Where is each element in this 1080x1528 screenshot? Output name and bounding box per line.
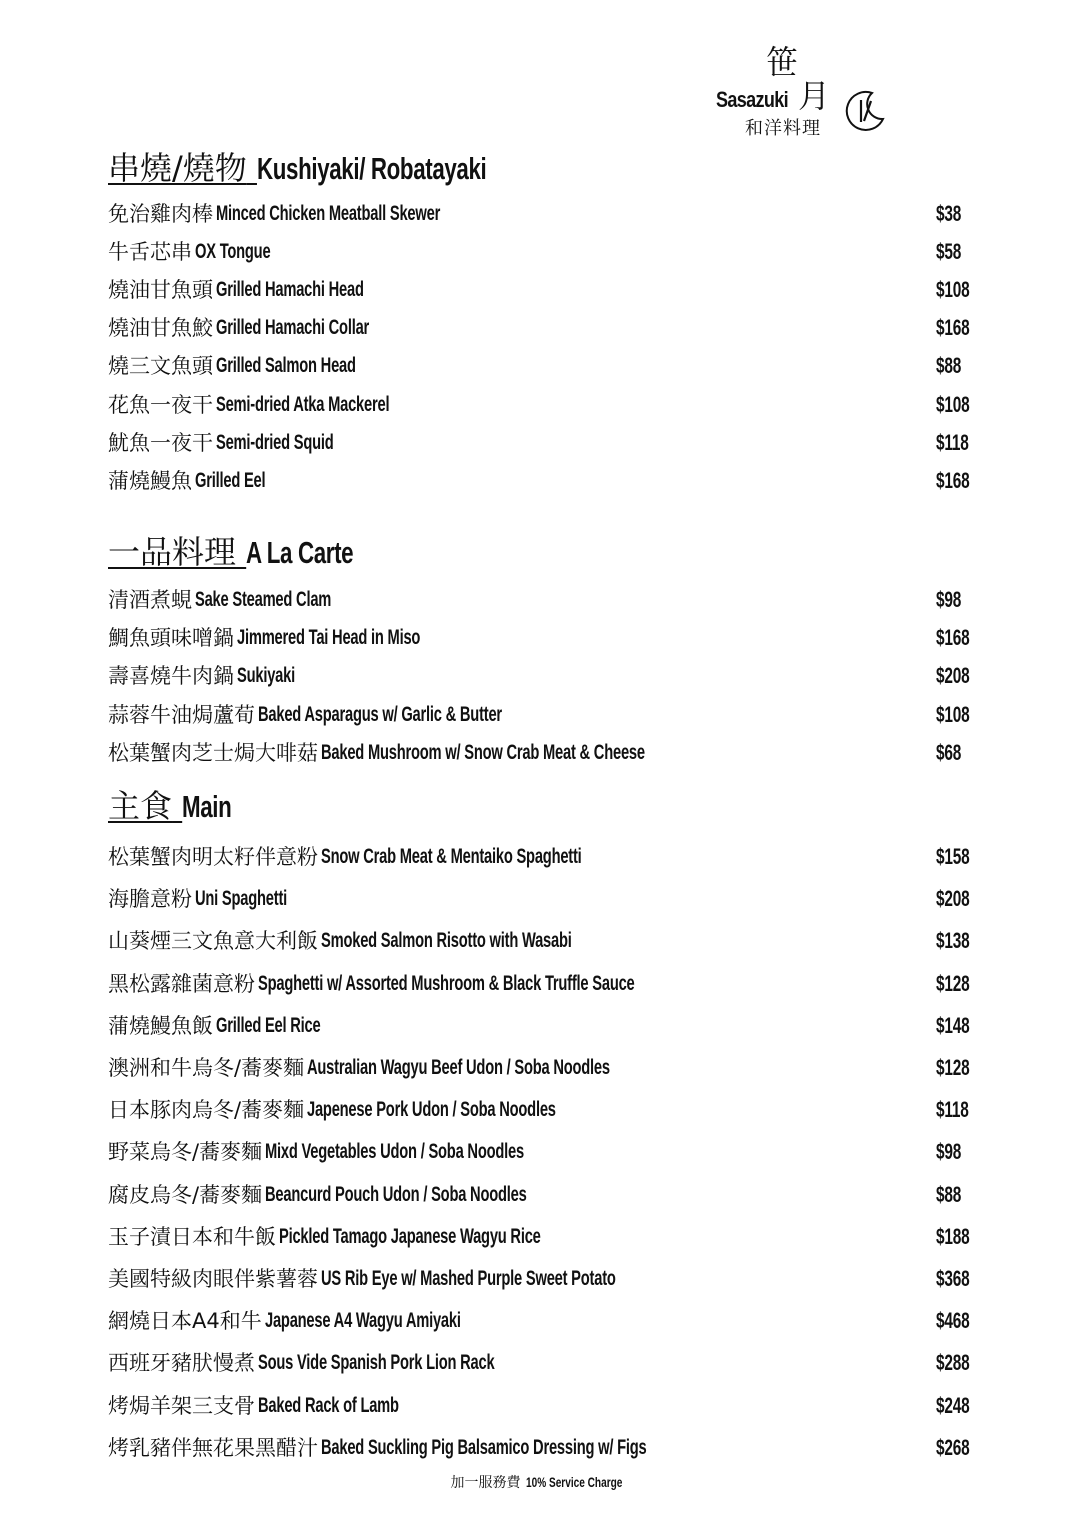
- menu-item: [108, 736, 978, 770]
- menu-item-name-en: Jimmered Tai Head in Miso: [237, 626, 421, 649]
- menu-item-name-zh: 玉子漬日本和牛飯: [108, 1225, 276, 1249]
- menu-item-name-en: Pickled Tamago Japanese Wagyu Rice: [279, 1225, 541, 1248]
- section-title-kushiyaki: 串燒/燒物 Kushiyaki/ Robatayaki: [108, 149, 487, 187]
- menu-item-name-zh: 松葉蟹肉明太籽伴意粉: [108, 845, 318, 869]
- menu-item-name-en: Baked Rack of Lamb: [258, 1394, 399, 1417]
- section-title-main: 主食 Main: [108, 787, 232, 825]
- menu-item-name-en: Sake Steamed Clam: [195, 588, 332, 611]
- menu-item-price: $128: [936, 1055, 970, 1080]
- menu-item-name-zh: 黑松露雜菌意粉: [108, 972, 255, 996]
- menu-item-name-en: Australian Wagyu Beef Udon / Soba Noodles: [307, 1056, 610, 1079]
- menu-item: [108, 235, 978, 269]
- menu-item: [108, 621, 978, 655]
- menu-item: [108, 1009, 978, 1043]
- menu-item-name-zh: 免治雞肉棒: [108, 202, 213, 226]
- menu-item-name-zh: 野菜烏冬/蕎麥麵: [108, 1140, 263, 1164]
- menu-item-name-zh: 美國特級肉眼伴紫薯蓉: [108, 1267, 318, 1291]
- menu-item: [108, 583, 978, 617]
- menu-item-name-en: Sukiyaki: [237, 664, 295, 687]
- menu-item: [108, 464, 978, 498]
- menu-item-price: $468: [936, 1308, 970, 1333]
- menu-item-price: $168: [936, 468, 970, 493]
- menu-item-price: $168: [936, 625, 970, 650]
- menu-item-name-zh: 魷魚一夜干: [108, 431, 213, 455]
- menu-item-name-zh: 腐皮烏冬/蕎麥麵: [108, 1183, 263, 1207]
- menu-item: [108, 311, 978, 345]
- menu-item: [108, 1178, 978, 1212]
- menu-item-name-en: Grilled Hamachi Collar: [216, 316, 370, 339]
- menu-item-price: $68: [936, 740, 962, 765]
- menu-item-name-zh: 西班牙豬肰慢煮: [108, 1351, 255, 1375]
- menu-item-name-en: Grilled Eel: [195, 469, 266, 492]
- menu-item: [108, 698, 978, 732]
- menu-item-name-zh: 燒油甘魚頭: [108, 278, 213, 302]
- menu-item-name-en: Japenese Pork Udon / Soba Noodles: [307, 1098, 556, 1121]
- menu-item-name-en: Japanese A4 Wagyu Amiyaki: [264, 1309, 461, 1332]
- menu-item-name-en: Baked Mushroom w/ Snow Crab Meat & Cheese: [321, 741, 645, 764]
- menu-item-name-en: Baked Suckling Pig Balsamico Dressing w/ Figs: [321, 1436, 647, 1459]
- menu-item-price: $38: [936, 201, 962, 226]
- menu-item: [108, 1262, 978, 1296]
- logo-brand-name: Sasazuki: [716, 87, 788, 112]
- menu-item-price: $288: [936, 1350, 970, 1375]
- menu-item: [108, 1093, 978, 1127]
- menu-item-name-en: Sous Vide Spanish Pork Lion Rack: [258, 1351, 495, 1374]
- menu-item: [108, 273, 978, 307]
- menu-item-price: $208: [936, 663, 970, 688]
- menu-item: [108, 924, 978, 958]
- menu-item-name-en: Beancurd Pouch Udon / Soba Noodles: [265, 1183, 527, 1206]
- menu-item-price: $128: [936, 971, 970, 996]
- menu-item: [108, 349, 978, 383]
- menu-item-name-zh: 花魚一夜干: [108, 393, 213, 417]
- menu-item-price: $98: [936, 587, 962, 612]
- menu-item-price: $188: [936, 1224, 970, 1249]
- menu-item-name-zh: 牛舌芯串: [108, 240, 192, 264]
- logo-subtitle: 和洋料理: [745, 118, 821, 139]
- menu-item-name-en: Uni Spaghetti: [195, 887, 288, 910]
- menu-item-name-zh: 蒲燒鰻魚: [108, 469, 192, 493]
- menu-item-name-zh: 清酒煮蜆: [108, 588, 192, 612]
- menu-item-name-en: Grilled Hamachi Head: [216, 278, 364, 301]
- menu-item: [108, 1431, 978, 1465]
- menu-item-price: $168: [936, 315, 970, 340]
- menu-item-price: $98: [936, 1139, 962, 1164]
- menu-item: [108, 967, 978, 1001]
- logo-kanji-top: 笹: [766, 43, 799, 81]
- service-charge-note: 加一服務費 10% Service Charge: [450, 1474, 622, 1491]
- menu-item-price: $108: [936, 702, 970, 727]
- menu-item-name-zh: 燒油甘魚鮫: [108, 316, 213, 340]
- menu-item-price: $268: [936, 1435, 970, 1460]
- menu-item-name-zh: 山葵煙三文魚意大利飯: [108, 929, 318, 953]
- menu-item-name-zh: 松葉蟹肉芝士焗大啡菇: [108, 741, 318, 765]
- menu-item: [108, 1304, 978, 1338]
- menu-item-price: $108: [936, 392, 970, 417]
- menu-item-price: $138: [936, 928, 970, 953]
- menu-item-name-zh: 蒜蓉牛油焗蘆荀: [108, 703, 255, 727]
- menu-item-name-en: Semi-dried Atka Mackerel: [216, 393, 390, 416]
- menu-item: [108, 1220, 978, 1254]
- menu-item-name-zh: 網燒日本A4和牛: [108, 1309, 262, 1333]
- menu-item-price: $118: [936, 430, 969, 455]
- menu-item-name-zh: 烤焗羊架三支骨: [108, 1394, 255, 1418]
- logo-kanji-moon: 月: [798, 77, 831, 115]
- menu-item-price: $208: [936, 886, 970, 911]
- menu-item-price: $148: [936, 1013, 970, 1038]
- menu-item: [108, 426, 978, 460]
- menu-item-name-en: Smoked Salmon Risotto with Wasabi: [321, 929, 572, 952]
- menu-item: [108, 840, 978, 874]
- menu-item-name-zh: 燒三文魚頭: [108, 354, 213, 378]
- menu-item-price: $368: [936, 1266, 970, 1291]
- menu-item-name-en: Minced Chicken Meatball Skewer: [216, 202, 441, 225]
- menu-item-price: $108: [936, 277, 970, 302]
- menu-item-name-zh: 鯛魚頭味噌鍋: [108, 626, 234, 650]
- menu-item-name-zh: 日本豚肉烏冬/蕎麥麵: [108, 1098, 305, 1122]
- menu-item-name-en: OX Tongue: [195, 240, 271, 263]
- menu-item: [108, 1389, 978, 1423]
- menu-item-name-en: Baked Asparagus w/ Garlic & Butter: [258, 703, 502, 726]
- menu-item-name-en: Grilled Eel Rice: [216, 1014, 321, 1037]
- menu-item: [108, 1135, 978, 1169]
- menu-item-name-en: US Rib Eye w/ Mashed Purple Sweet Potato: [321, 1267, 616, 1290]
- menu-item-price: $58: [936, 239, 962, 264]
- menu-item-name-en: Semi-dried Squid: [216, 431, 334, 454]
- section-title-a-la-carte: 一品料理 A La Carte: [108, 533, 354, 571]
- menu-item: [108, 197, 978, 231]
- menu-item-name-en: Snow Crab Meat & Mentaiko Spaghetti: [321, 845, 582, 868]
- menu-item-price: $88: [936, 1182, 962, 1207]
- menu-item-price: $158: [936, 844, 970, 869]
- moon-chopsticks-icon: [842, 88, 888, 134]
- menu-item-name-zh: 澳洲和牛烏冬/蕎麥麵: [108, 1056, 305, 1080]
- menu-item: [108, 388, 978, 422]
- menu-item-price: $248: [936, 1393, 970, 1418]
- menu-item-name-en: Grilled Salmon Head: [216, 354, 356, 377]
- menu-item-price: $118: [936, 1097, 969, 1122]
- menu-item-price: $88: [936, 353, 962, 378]
- menu-item-name-en: Spaghetti w/ Assorted Mushroom & Black Truffle Sauce: [258, 972, 635, 995]
- menu-item-name-zh: 烤乳豬伴無花果黑醋汁: [108, 1436, 318, 1460]
- menu-item-name-zh: 壽喜燒牛肉鍋: [108, 664, 234, 688]
- restaurant-logo: [712, 44, 892, 144]
- menu-item-name-zh: 海膽意粉: [108, 887, 192, 911]
- menu-item: [108, 659, 978, 693]
- menu-item: [108, 1051, 978, 1085]
- menu-item: [108, 1346, 978, 1380]
- menu-item: [108, 882, 978, 916]
- menu-item-name-en: Mixd Vegetables Udon / Soba Noodles: [265, 1140, 525, 1163]
- menu-item-name-zh: 蒲燒鰻魚飯: [108, 1014, 213, 1038]
